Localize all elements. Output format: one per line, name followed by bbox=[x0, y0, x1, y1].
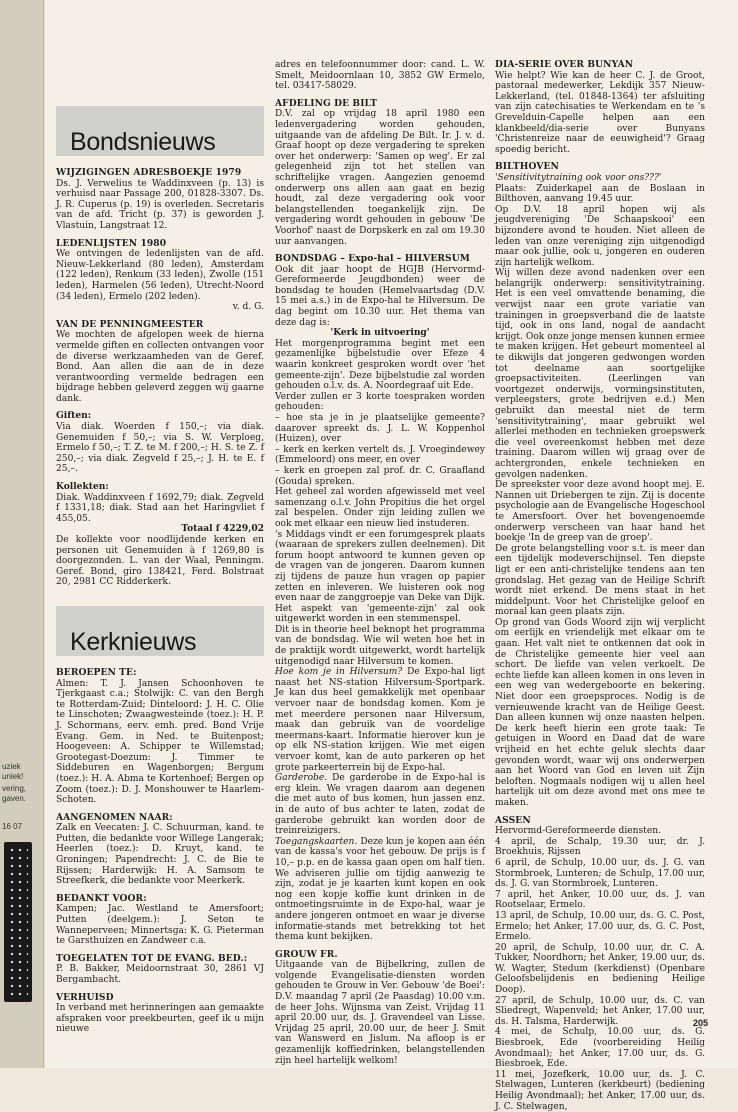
assen-line: 4 april, de Schalp, 19.30 uur, dr. J. Broekhuis, Rijssen bbox=[495, 836, 705, 858]
heading-bilthoven: BILTHOVEN bbox=[495, 161, 559, 173]
assen-line: 20 april, de Schulp, 10.00 uur, dr. C. A. Tukker, Noordhorn; het Anker, 19.00 uur, ds. W. Wagter, Stedum (kerkdienst) (Openbare Geloofsbelijdenis en bediening Heilige Doop). bbox=[495, 942, 705, 996]
assen-line: 6 april, de Schulp, 10.00 uur, ds. J. G. van Stormbroek, Lunteren; de Schulp, 17.00 uur, ds. J. G. van Stormbroek, Lunteren. bbox=[495, 857, 705, 890]
heading-penningmeester: VAN DE PENNINGMEESTER bbox=[56, 318, 204, 330]
heading-toegelaten: TOEGELATEN TOT DE EVANG. BED.: bbox=[56, 952, 248, 964]
assen-line: 7 april, het Anker, 10.00 uur, ds. J. van Rootselaar, Ermelo. bbox=[495, 889, 705, 911]
text-bilthoven-6: Op grond van Gods Woord zijn wij verplicht om eerlijk en vriendelijk met elkaar om te gaan. Het valt niet te ontkennen dat ook in de Christelijke gemeente hier veel aan schort. De liefde van velen verkoelt. De echte liefde kan alleen komen in ons leven in een weg van wedergeboorte en bekering. Niet door een groepsproces. Nodig is de vernieuwende kracht van de Heilige Geest. Dan alleen kunnen wij onze naasten helpen. De kerk heeft hierin een grote taak: Te getuigen in Woord en Daad dat de ware vrijheid en het echte geluk slechts daar gevonden wordt, waar wij ons onderwerpen aan het Woord van God en leven uit Zijn beloften. Nogmaals nodigen wij u allen heel hartelijk uit om deze avond met ons mee te maken. bbox=[495, 617, 705, 808]
body-hoe: De Expo-hal ligt naast het NS-station Hilversum-Sportpark. Je kan dus heel gemakkelijk met openbaar vervoer naar de bondsdag komen. Kom je met meerdere personen naar Hilversum, maak dan gebruik van de voordelige meermans-kaart. Informatie hierover kun je op elk NS-station krijgen. Wie met eigen vervoer komt, kan de auto parkeren op het grote parkeerterrein bij de Expo-hal. bbox=[275, 667, 485, 773]
text-bilthoven-5: De grote belangstelling voor s.t. is meer dan een tijdelijk modeverschijnsel. Ten diepste ligt er een anti-christelijke tendens aan ten grondslag. Het gezag van de Heilige Schrift wordt niet erkend. De mens staat in het middelpunt. Voor het Christelijke geloof en moraal kan geen plaats zijn. bbox=[495, 543, 705, 618]
text-bondsdag-2: Het morgenprogramma begint met een gezamenlijke bijbelstudie over Efeze 4 waarin konkreet gesproken wordt over 'het gemeente-zijn'. Deze bijbelstudie zal worden gehouden o.l.v. ds. A. Noordegraaf uit Ede. bbox=[275, 338, 485, 392]
text-afdeling: D.V. zal op vrijdag 18 april 1980 een ledenvergadering worden gehouden, uitgaande van de afdeling De Bilt. Ir. J. v. d. Graaf hoopt op deze vergadering te spreken over het onderwerp: 'Samen op weg'. Er zal gelegenheid zijn tot het stellen van schriftelijke vragen. Aangezien genoemd onderwerp ons allen aan gaat en bezig houdt, zal deze vergadering ook voor belangstellenden toegankelijk zijn. De vergadering wordt gehouden in gebouw 'De Voorhof' naast de Dorpskerk en zal om 19.30 uur aanvangen. bbox=[275, 109, 485, 247]
text-address: adres en telefoonnummer door: cand. L. W. Smelt, Meidoornlaan 10, 3852 GW Ermelo, tel. 03417-58029. bbox=[275, 60, 485, 92]
strip-fragment: 16 07 bbox=[2, 822, 23, 831]
text-wijzigingen: Ds. J. Verwelius te Waddinxveen (p. 13) is verhuisd naar Passage 200, 01828-3307. Ds. J. R. Cuperus (p. 19) is overleden. Secretaris van de afd. Tricht (p. 37) is geworden J. Vlastuin, Langstraat 12. bbox=[56, 178, 264, 231]
text-bilthoven-3: Wij willen deze avond nadenken over een belangrijk onderwerp: sensitivitytraining. Het is een veel omvattende benaming, die verwijst naar een grote variatie van trainingen in groepsverband die de laatste tijd, ook in ons land, nogal de aandacht krijgt. Ook onze jonge mensen kunnen ermee te maken krijgen. Het gebeurt momenteel al te dikwijls dat jongeren gedwongen worden tot deelname aan soortgelijke groepsactiviteiten. (Leerlingen van voortgezet onderwijs, vormingsinstituten, verpleegsters, grote bedrijven e.d.) Men gebruikt dan meestal niet de term 'sensitivitytraining', maar gebruikt wel allerlei methoden en technieken groepswerk die veel overeenkomst hebben met deze training. Daarom willen wij graag over de achtergronden, enkele technieken en gevolgen nadenken. bbox=[495, 268, 705, 480]
strip-fragment: uniek! bbox=[2, 772, 24, 781]
bondsdag-thema: 'Kerk in uitvoering' bbox=[330, 327, 430, 339]
heading-ledenlijsten: LEDENLIJSTEN 1980 bbox=[56, 237, 167, 249]
text-aangenomen: Zalk en Veecaten: J. C. Schuurman, kand. te Putten, die bedankte voor Willege Langerak; Heerlen (toez.): D. Kruyt, kand. te Groningen; Papendrecht: J. C. de Bie te Rijssen; Harderwijk: H. A. Samsom te Streefkerk, die bedankte voor Meerkerk. bbox=[56, 823, 264, 887]
text-bondsdag-9: Dit is in theorie heel beknopt het programma van de bondsdag. Wie wil weten hoe het in de praktijk wordt uitgewerkt, wordt hartelijk uitgenodigd naar Hilversum te komen. bbox=[275, 624, 485, 667]
text-dia: Wie helpt? Wie kan de heer C. J. de Groot, pastoraal medewerker, Lekdijk 357 Nieuw-Lekkerland, (tel. 01848-1364) ter afsluiting van zijn catechisaties te Werkendam en te 's Grevelduin-Capelle helpen aan een klankbeeld/dia-serie over Bunyans 'Christenreize naar de eeuwigheid'? Graag spoedig bericht. bbox=[495, 70, 705, 155]
heading-dia: DIA-SERIE OVER BUNYAN bbox=[495, 59, 634, 70]
text-bondsdag: Ook dit jaar hoopt de HGJB (Hervormd-Gereformeerde Jeugdbonden) weer de bondsdag te houden (Hemelvaartsdag (D.V. 15 mei a.s.) in de Expo-hal te Hilversum. De dag begint om 10.30 uur. Het thema van deze dag is: bbox=[275, 264, 485, 328]
strip-fragment: vering, bbox=[2, 784, 27, 793]
assen-line: 13 april, de Schulp, 10.00 uur, ds. G. C. Post, Ermelo; het Anker, 17.00 uur, ds. G. C. Post, Ermelo. bbox=[495, 910, 705, 943]
text-bondsdag-5: – kerk en kerken vertelt ds. J. Vroegindewey (Emmeloord) ons meer, en over bbox=[275, 444, 485, 466]
heading-verhuisd: VERHUISD bbox=[56, 991, 114, 1003]
column-1 bbox=[56, 56, 264, 1035]
heading-kollekten: Kollekten: bbox=[56, 481, 109, 493]
assen-line: 27 april, de Schulp, 10.00 uur, ds. C. van Sliedregt, Wapenveld; het Anker, 17.00 uur, ds. H. Talsma, Harderwijk. bbox=[495, 995, 705, 1027]
strip-fragment: gaven. bbox=[2, 794, 27, 803]
assen-line: Hervormd-Gereformeerde diensten. bbox=[495, 826, 661, 837]
magazine-page bbox=[46, 0, 738, 1112]
lead-hoe: Hoe kom je in Hilversum? bbox=[275, 667, 403, 678]
heading-beroepen: BEROEPEN TE: bbox=[56, 666, 137, 678]
text-toegang bbox=[275, 837, 485, 943]
text-bondsdag-6: – kerk en groepen zal prof. dr. C. Graafland (Gouda) spreken. bbox=[275, 465, 485, 487]
text-bondsdag-3: Verder zullen er 3 korte toespraken worden gehouden: bbox=[275, 391, 485, 413]
text-totaal: De kollekte voor noodlijdende kerken en personen uit Genemuiden à f 1269,80 is doorgezonden. L. van der Waal, Penningm. Geref. Bond, giro 138421, Ferd. Bolstraat 20, 2981 CC Ridderkerk. bbox=[56, 535, 264, 588]
text-bilthoven-4: De spreekster voor deze avond hoopt mej. E. Nannen uit Driebergen te zijn. Zij is docente psychologie aan de Evangelische Hogeschool te Amersfoort. Over het bovengenoemde onderwerp verscheen van haar hand het boekje 'In de greep van de groep'. bbox=[495, 480, 705, 544]
column-2 bbox=[275, 60, 485, 1066]
text-beroepen: Almen: T. J. Jansen Schoonhoven te Tjerkgaast c.a.; Stolwijk: C. van den Bergh te Rotterdam-Zuid; Dinteloord: J. H. C. Olie te Linschoten; Zwaagwesteinde (toez.): H. P. J. Schormans, eerv. emh. pred. Bond Vrije Evang. Gem. in Ned. te Buitenpost; Hoogeveen: A. Schipper te Willemstad; Grootegast-Doezum: J. Timmer te Siddeburen en Wagenborgen; Bergum (toez.): H. A. Abma te Kortenhoef; Bergen op Zoom (toez.): D. J. Monshouwer te Haarlem-Schoten. bbox=[56, 678, 264, 806]
heading-aangenomen: AANGENOMEN NAAR: bbox=[56, 811, 173, 823]
assen-line: 4 mei, de Schulp, 10.00 uur, ds. G. Biesbroek, Ede (voorbereiding Heilig Avondmaal); het Anker, 17.00 uur, ds. G. Biesbroek, Ede. bbox=[495, 1027, 705, 1070]
text-ledenlijsten: We ontvingen de ledenlijsten van de afd. Nieuw-Lekkerland (80 leden), Amsterdam (122 leden), Renkum (33 leden), Zwolle (151 leden), Harmelen (56 leden), Utrecht-Noord (34 leden), Ermelo (202 leden). bbox=[56, 249, 264, 302]
banner-bondsnieuws: Bondsnieuws bbox=[56, 106, 264, 156]
banner-kerknieuws: Kerknieuws bbox=[56, 606, 264, 656]
text-verhuisd: In verband met herinneringen aan gemaakte afspraken voor preekbeurten, geef ik u mijn nieuwe bbox=[56, 1003, 264, 1035]
heading-bedankt: BEDANKT VOOR: bbox=[56, 892, 147, 904]
text-grouw: Uitgaande van de Bijbelkring, zullen de volgende Evangelisatie-diensten worden gehouden te Grouw in Ver. Gebouw 'de Boei': D.V. maandag 7 april (2e Paasdag) 10.00 v.m. de heer Johs. Wijnsma van Zeist. Vrijdag 11 april 20.00 uur, ds. J. Gravendeel van Lisse. Vrijdag 25 april, 20.00 uur, de heer J. Smit van Wanswerd en Jislum. Na afloop is er gezamenlijk koffiedrinken, belangstellenden zijn heel hartelijk welkom! bbox=[275, 960, 485, 1066]
heading-afdeling: AFDELING DE BILT bbox=[275, 97, 378, 109]
adjacent-page-strip bbox=[0, 0, 44, 1068]
column-3 bbox=[495, 60, 705, 1112]
heading-giften: Giften: bbox=[56, 410, 92, 422]
text-bondsdag-8: 's Middags vindt er een forumgesprek plaats (waaraan de sprekers zullen deelnemen). Dit forum hoopt antwoord te kunnen geven op de vragen van de jongeren. Daarom kunnen zij tijdens de pauze hun vragen op papier zetten en inleveren. We luisteren ook nog even naar de zanggroepje van Deke van Dijk. Het aspekt van 'gemeente-zijn' zal ook uitgewerkt worden in een stemmenspel. bbox=[275, 529, 485, 625]
text-bilthoven-2: Op D.V. 18 april hopen wij als jeugdvereniging 'De Schaapskooi' een bijzondere avond te houden. Niet alleen de leden van onze vereniging zijn uitgenodigd maar ook jullie, ook u, jongeren en ouderen zijn hartelijk welkom. bbox=[495, 204, 705, 268]
strip-fragment: uziek bbox=[2, 762, 21, 771]
text-kollekten: Diak. Waddinxveen f 1692,79; diak. Zegveld f 1331,18; diak. Stad aan het Haringvliet f 455,05. bbox=[56, 492, 264, 524]
text-toegelaten: P. B. Bakker, Meidoornstraat 30, 2861 VJ Bergambacht. bbox=[56, 964, 264, 985]
body-garderobe: De garderobe in de Expo-hal is erg klein. We vragen daarom aan degenen die met auto of bus komen, hun jassen enz. in de auto of bus achter te laten, zodat de garderobe gebruikt kan worden door de treinreizigers. bbox=[275, 773, 485, 837]
subheading-bilthoven: 'Sensitivitytraining ook voor ons???' bbox=[495, 172, 662, 183]
signature: v. d. G. bbox=[232, 302, 264, 313]
text-garderobe bbox=[275, 773, 485, 837]
assen-line: 11 mei, Jozefkerk, 10.00 uur, ds. J. C. Stelwagen, Lunteren (kerkbeurt) (bediening Heilig Avondmaal); het Anker, 17.00 uur, ds. J. C. Stelwagen, bbox=[495, 1069, 705, 1112]
heading-bondsdag: BONDSDAG – Expo-hal – HILVERSUM bbox=[275, 253, 470, 265]
text-bondsdag-7: Het geheel zal worden afgewisseld met veel samenzang o.l.v. John Propitius die het orgel zal bespelen. Onder zijn leiding zullen we ook met elkaar een nieuw lied instuderen. bbox=[275, 487, 485, 529]
total-amount: Totaal f 4229,02 bbox=[181, 523, 264, 535]
body-toegang: Deze kun je kopen aan één van de kassa's voor het gebouw. De prijs is f 10,– p.p. en de kassa gaan open om half tien. We adviseren jullie om tijdig aanwezig te zijn, zodat je je kaarten kunt kopen en ook nog een kopje koffie kunt drinken in de ontmoetingsruimte in de Expo-hal, waar je andere jongeren ontmoet en waar je diverse informatie-stands met betrekking tot het thema kunt bekijken. bbox=[275, 836, 485, 943]
text-penningmeester: We mochten de afgelopen week de hierna vermelde giften en collecten ontvangen voor de diverse werkzaamheden van de Geref. Bond. Aan allen die aan de in deze verantwoording vermelde bedragen een bijdrage hebben geleverd zeggen wij gaarne dank. bbox=[56, 330, 264, 404]
page-number: 205 bbox=[692, 1018, 708, 1028]
text-giften: Via diak. Woerden f 150,–; via diak. Genemuiden f 50,–; via S. W. Verploeg, Ermelo f 50,–; T. Z. te M. f 200,–; H. S. te Z. f 250,–; via diak. Zegveld f 25,–; J. H. te E. f 25,–. bbox=[56, 422, 264, 475]
heading-grouw: GROUW FR. bbox=[275, 948, 338, 960]
text-bondsdag-4: – hoe sta je in je plaatselijke gemeente? daarover spreekt ds. J. L. W. Koppenhol (Huizen), over bbox=[275, 413, 485, 445]
text-hoe bbox=[275, 667, 485, 773]
strip-dot-pattern bbox=[4, 842, 32, 1002]
lead-garderobe: Garderobe. bbox=[275, 773, 328, 784]
lead-toegang: Toegangskaarten. bbox=[275, 836, 358, 847]
text-bedankt: Kampen; Jac. Westland te Amersfoort; Putten (deelgem.): J. Seton te Wanneperveen; Minnertsga: K. G. Pieterman te Garsthuizen en Zandweer c.a. bbox=[56, 904, 264, 947]
text-bilthoven-1: Plaats: Zuiderkapel aan de Boslaan in Bilthoven, aanvang 19.45 uur. bbox=[495, 183, 705, 205]
heading-assen: ASSEN bbox=[495, 814, 531, 826]
heading-wijzigingen: WIJZIGINGEN ADRESBOEKJE 1979 bbox=[56, 167, 242, 178]
